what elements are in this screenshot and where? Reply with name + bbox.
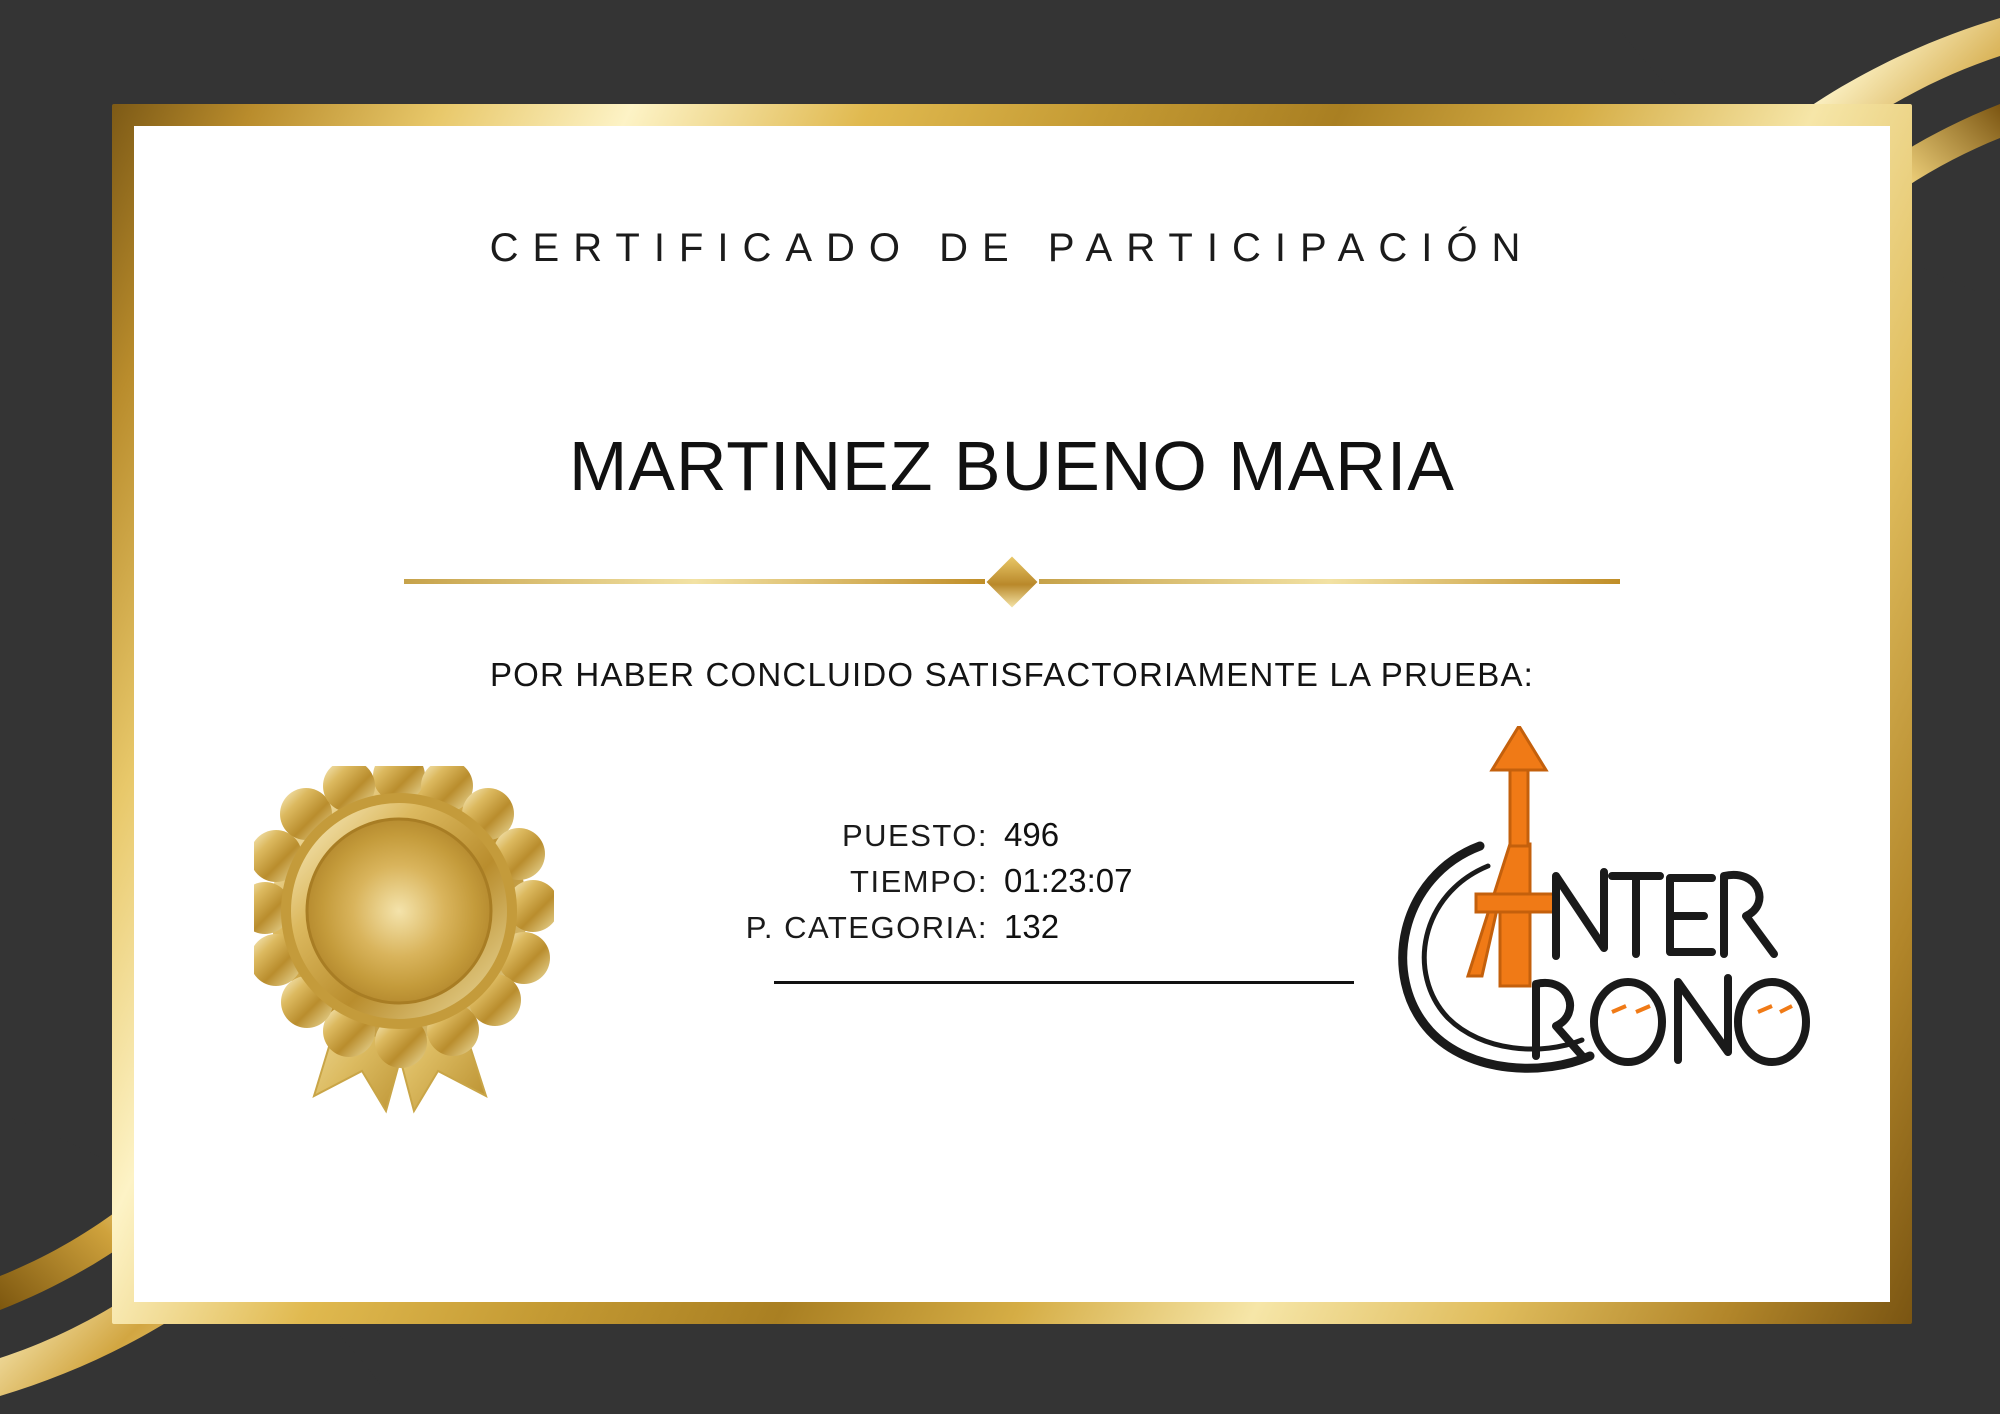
divider-line-right: [1039, 579, 1620, 584]
signature-line: [774, 981, 1354, 984]
result-value-puesto: 496: [1004, 816, 1060, 853]
result-value-categoria: 132: [1004, 908, 1060, 945]
intercrono-logo-icon: [1360, 726, 1830, 1086]
divider-diamond-icon: [987, 557, 1038, 608]
result-row: [634, 908, 1334, 946]
result-row: [634, 816, 1334, 854]
result-value-tiempo: 01:23:07: [1004, 862, 1133, 899]
ornamental-divider: [334, 556, 1690, 606]
award-medal-icon: [254, 766, 554, 1116]
gold-frame: [112, 104, 1912, 1324]
result-row: [634, 862, 1334, 900]
event-logo: [1360, 726, 1830, 1086]
results-block: [634, 816, 1334, 954]
result-label-tiempo: TIEMPO:: [850, 864, 988, 899]
recipient-name: MARTINEZ BUENO MARIA: [568, 427, 1455, 505]
divider-line-left: [404, 579, 985, 584]
certificate-paper: [134, 126, 1890, 1302]
result-label-categoria: P. CATEGORIA:: [745, 910, 988, 945]
result-label-puesto: PUESTO:: [841, 818, 988, 853]
certificate-heading: CERTIFICADO DE PARTICIPACIÓN: [489, 226, 1535, 270]
certificate-subtitle: POR HABER CONCLUIDO SATISFACTORIAMENTE LA PRUEBA:: [489, 656, 1535, 693]
